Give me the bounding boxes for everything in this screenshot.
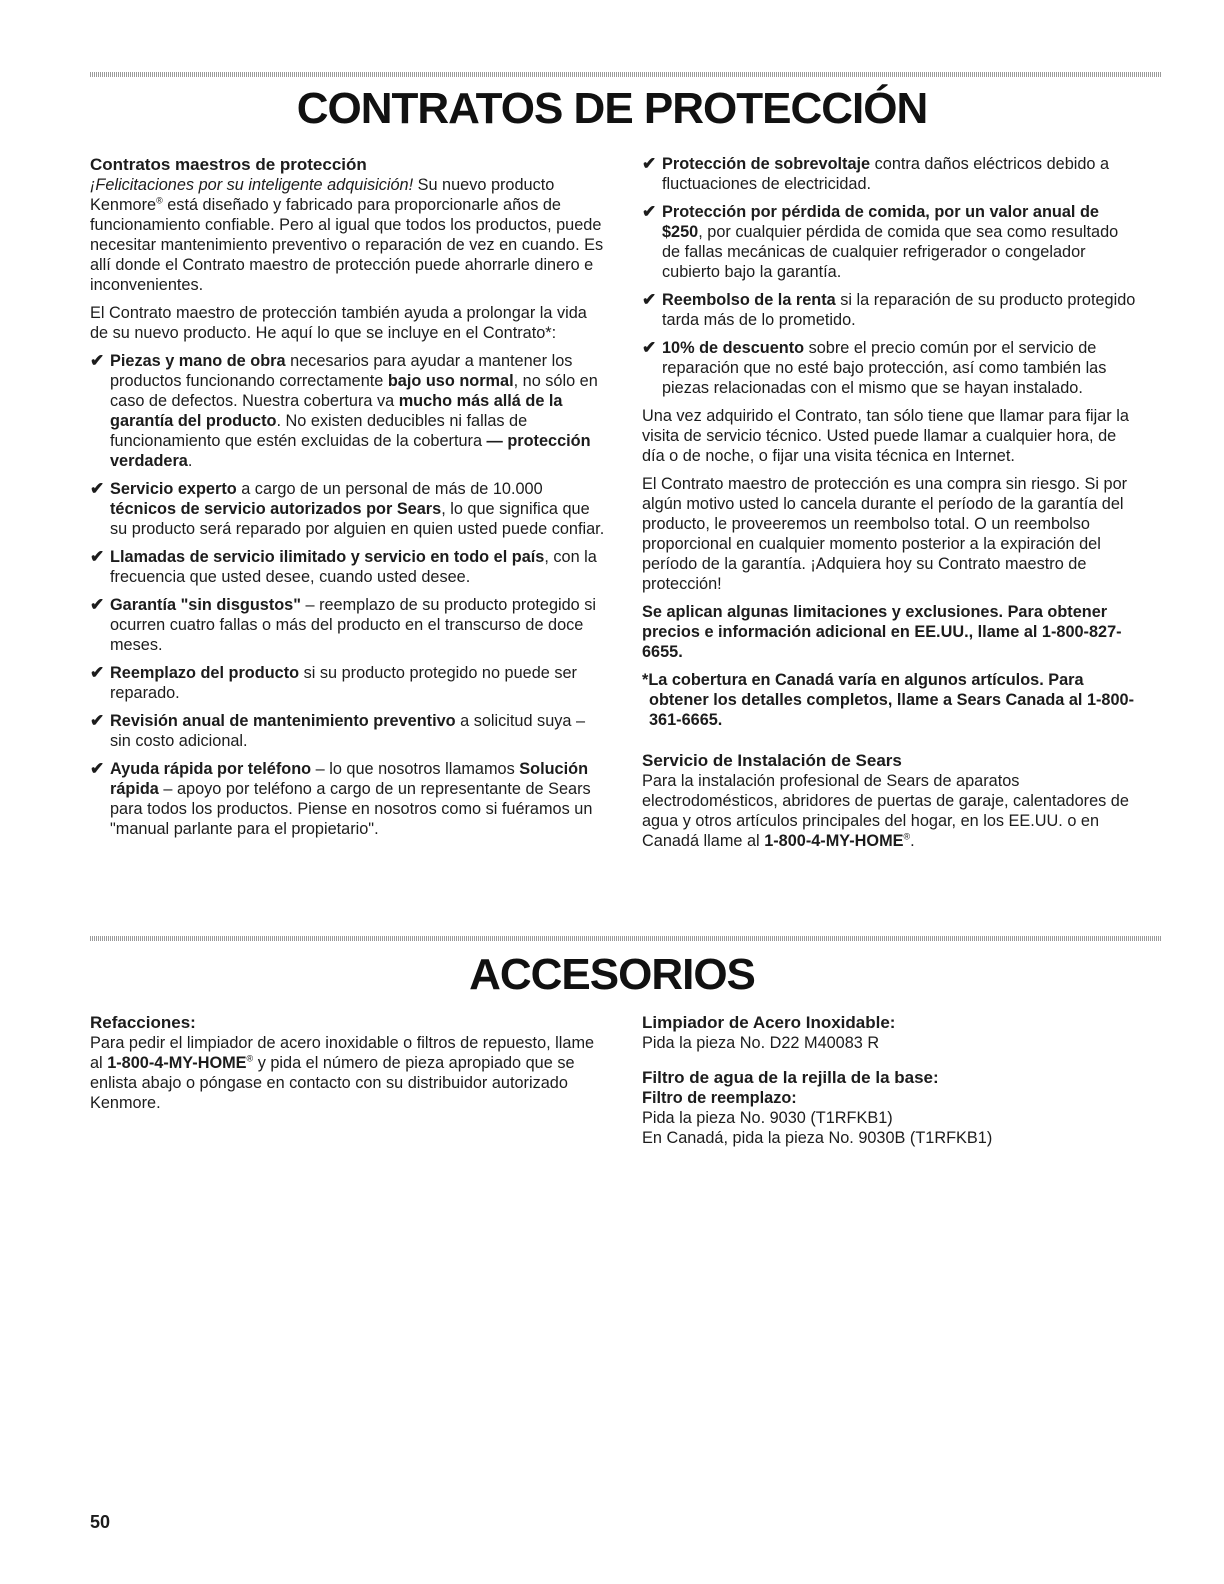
contratos-heading: Contratos maestros de protección: [90, 155, 367, 174]
checkmark-icon: ✔: [642, 290, 657, 309]
checkmark-icon: ✔: [642, 202, 657, 221]
checkmark-icon: ✔: [90, 547, 105, 566]
item-text: .: [187, 452, 193, 470]
contratos-right-column: [642, 154, 1137, 859]
item-bold: técnicos de servicio autorizados por Sears: [110, 500, 442, 518]
page-number: 50: [90, 1512, 111, 1532]
refacciones-phone: 1-800-4-MY-HOME: [107, 1054, 247, 1072]
item-bold: bajo uso normal: [387, 372, 514, 390]
install-body: Para la instalación profesional de Sears de aparatos electrodomésticos, abridores de puertas de garaje, calentadores de agua y otros artículos principales del hogar, en los EE.UU. o en Canadá llame al: [642, 772, 1129, 850]
contratos-right-para2: El Contrato maestro de protección es una compra sin riesgo. Si por algún motivo usted lo cancela durante el período de la garantía del producto, le proveeremos un reembolso total. O un reembolso proporcional en cualquier momento posterior a la expiración del período de la garantía. ¡Adquiera hoy su Contrato maestro de protección!: [642, 475, 1128, 593]
filter-part-us: Pida la pieza No. 9030 (T1RFKB1): [642, 1109, 893, 1127]
item-bold: Ayuda rápida por teléfono: [110, 760, 312, 778]
accesorios-title: ACCESORIOS: [469, 950, 755, 999]
item-bold: Protección por pérdida de comida, por un valor anual de $250: [662, 203, 1099, 241]
item-bold: Servicio experto: [110, 480, 237, 498]
limitations-note: Se aplican algunas limitaciones y exclusiones. Para obtener precios e información adicional en EE.UU., llame al 1-800-827-6655.: [642, 603, 1122, 661]
item-bold: Reembolso de la renta: [662, 291, 836, 309]
benefits-list-left: [90, 351, 605, 839]
cleaner-part: Pida la pieza No. D22 M40083 R: [642, 1034, 880, 1052]
list-item: [90, 351, 605, 471]
item-bold: mucho más allá de la garantía del producto: [110, 392, 563, 430]
intro-italic: ¡Felicitaciones por su inteligente adquisición!: [90, 176, 414, 194]
checkmark-icon: ✔: [90, 595, 105, 614]
checkmark-icon: ✔: [90, 711, 105, 730]
list-item: [642, 338, 1137, 398]
accesorios-right-column: [642, 1012, 1137, 1148]
accesorios-left-column: [90, 1012, 605, 1121]
refacciones-b: y pida el número de pieza apropiado que se enlista abajo o póngase en contacto con su distribuidor autorizado Kenmore.: [90, 1054, 575, 1112]
item-bold: Garantía "sin disgustos": [110, 596, 301, 614]
refacciones-a: Para pedir el limpiador de acero inoxidable o filtros de repuesto, llame al: [90, 1034, 595, 1072]
install-heading: Servicio de Instalación de Sears: [642, 751, 902, 770]
checkmark-icon: ✔: [90, 759, 105, 778]
registered-mark: ®: [903, 831, 911, 842]
item-text: – lo que nosotros llamamos: [311, 760, 520, 778]
contratos-left-column: [90, 154, 605, 847]
middle-divider: [90, 936, 1162, 941]
item-bold: 10% de descuento: [662, 339, 805, 357]
list-item: [642, 154, 1137, 194]
item-bold: — protección verdadera: [110, 432, 591, 470]
item-text: . No existen deducibles ni fallas de funcionamiento que estén excluidas de la cobertura: [110, 412, 528, 450]
contratos-intro: [90, 175, 605, 295]
checkmark-icon: ✔: [642, 338, 657, 357]
refacciones-text: [90, 1033, 605, 1113]
item-text: , no sólo en caso de defectos. Nuestra cobertura va: [110, 372, 598, 410]
item-text: a cargo de un personal de más de 10.000: [236, 480, 543, 498]
list-item: [90, 479, 605, 539]
top-divider: [90, 72, 1162, 77]
registered-mark: ®: [156, 195, 163, 206]
list-item: [642, 202, 1137, 282]
registered-mark: ®: [246, 1053, 254, 1064]
item-text: , por cualquier pérdida de comida que sea como resultado de fallas mecánicas de cualquier refrigerador o congelador cubierto bajo la garantía.: [662, 223, 1119, 281]
list-item: [90, 547, 605, 587]
filter-part-canada: En Canadá, pida la pieza No. 9030B (T1RFKB1): [642, 1129, 993, 1147]
contratos-right-para1: Una vez adquirido el Contrato, tan sólo tiene que llamar para fijar la visita de servicio técnico. Usted puede llamar a cualquier hora, de día o de noche, o fijar una visita técnica en Internet.: [642, 407, 1129, 465]
checkmark-icon: ✔: [90, 663, 105, 682]
item-text: si su producto protegido no puede ser reparado.: [110, 664, 577, 702]
intro-a: Su nuevo producto Kenmore: [90, 176, 555, 214]
list-item: [642, 290, 1137, 330]
cleaner-heading: Limpiador de Acero Inoxidable:: [642, 1013, 896, 1032]
filter-subheading: Filtro de reemplazo:: [642, 1089, 797, 1107]
item-text: – reemplazo de su producto protegido si ocurren cuatro fallas o más del producto en el transcurso de doce meses.: [110, 596, 597, 654]
install-text: [642, 771, 1137, 851]
intro-b: está diseñado y fabricado para proporcionarle años de funcionamiento confiable. Pero al igual que todos los productos, puede necesitar mantenimiento preventivo o reparación de vez en cuando. Es allí donde el Contrato maestro de protección puede ahorrarle dinero e inconvenientes.: [90, 196, 604, 294]
item-text: si la reparación de su producto protegido tarda más de lo prometido.: [662, 291, 1136, 329]
install-end: .: [910, 832, 915, 850]
list-item: [90, 663, 605, 703]
item-text: – apoyo por teléfono a cargo de un representante de Sears para todos los productos. Piense en nosotros como si fuéramos un "manual parlante para el propietario".: [110, 780, 593, 838]
item-text: sobre el precio común por el servicio de reparación que no esté bajo protección, así como también las piezas relacionadas con el mismo que se hayan instalado.: [662, 339, 1107, 397]
list-item: [90, 759, 605, 839]
checkmark-icon: ✔: [90, 479, 105, 498]
contratos-title: CONTRATOS DE PROTECCIÓN: [296, 84, 928, 133]
item-bold: Revisión anual de mantenimiento preventivo: [110, 712, 456, 730]
item-bold: Llamadas de servicio ilimitado y servicio en todo el país: [110, 548, 545, 566]
item-bold: Solución rápida: [110, 760, 589, 798]
checkmark-icon: ✔: [642, 154, 657, 173]
item-text: contra daños eléctricos debido a fluctuaciones de electricidad.: [662, 155, 1110, 193]
filter-heading: Filtro de agua de la rejilla de la base:: [642, 1068, 939, 1087]
benefits-list-right: [642, 154, 1137, 398]
item-text: , lo que significa que su producto será reparado por alguien en quien usted puede confiar.: [110, 500, 605, 538]
canada-note: *La cobertura en Canadá varía en algunos artículos. Para obtener los detalles completos, llame a Sears Canada al 1-800-361-6665.: [642, 671, 1135, 729]
list-item: [90, 711, 605, 751]
install-phone: 1-800-4-MY-HOME: [764, 832, 904, 850]
item-text: a solicitud suya – sin costo adicional.: [110, 712, 586, 750]
item-bold: Reemplazo del producto: [110, 664, 300, 682]
refacciones-heading: Refacciones:: [90, 1013, 196, 1032]
item-text: necesarios para ayudar a mantener los productos funcionando correctamente: [110, 352, 573, 390]
item-bold: Protección de sobrevoltaje: [662, 155, 871, 173]
item-text: , con la frecuencia que usted desee, cuando usted desee.: [110, 548, 597, 586]
item-bold: Piezas y mano de obra: [110, 352, 286, 370]
contratos-para2: El Contrato maestro de protección también ayuda a prolongar la vida de su nuevo producto. He aquí lo que se incluye en el Contrato*:: [90, 304, 587, 342]
list-item: [90, 595, 605, 655]
checkmark-icon: ✔: [90, 351, 105, 370]
